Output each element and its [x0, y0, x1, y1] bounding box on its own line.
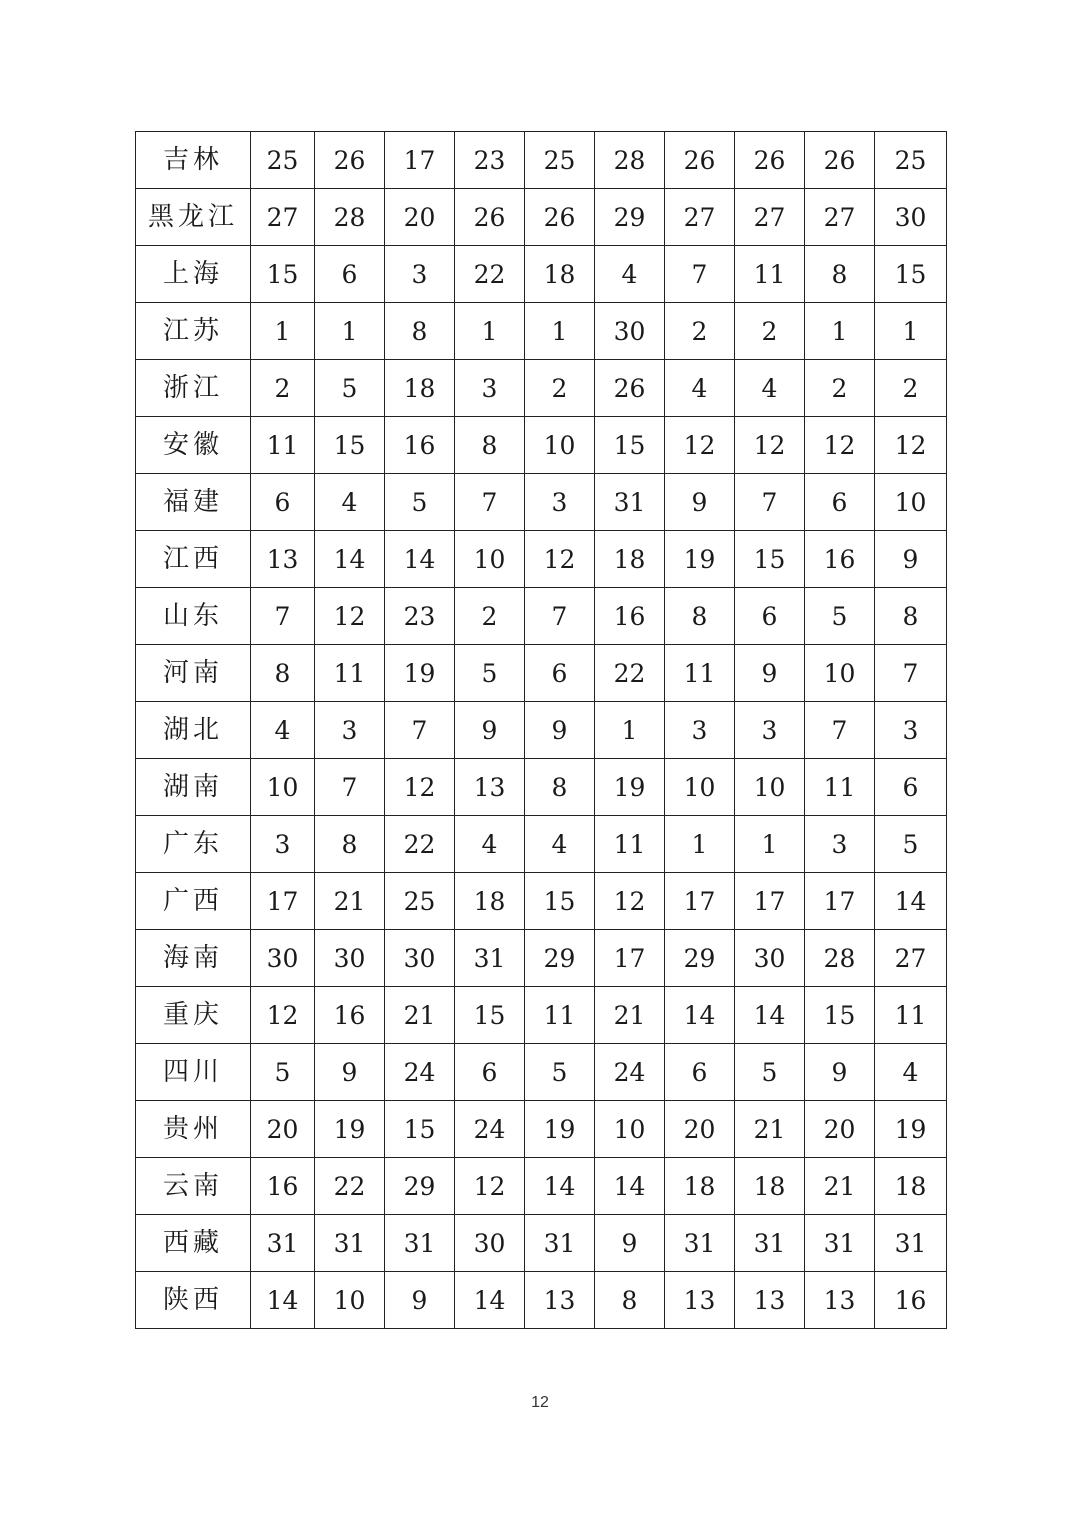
rank-cell: 7 [385, 702, 455, 759]
rank-cell: 12 [385, 759, 455, 816]
rank-cell: 26 [805, 132, 875, 189]
rank-cell: 21 [595, 987, 665, 1044]
rank-cell: 14 [875, 873, 947, 930]
region-cell: 山东 [136, 588, 251, 645]
region-cell: 西藏 [136, 1215, 251, 1272]
region-cell: 黑龙江 [136, 189, 251, 246]
region-cell: 吉林 [136, 132, 251, 189]
rank-cell: 31 [875, 1215, 947, 1272]
rank-cell: 14 [455, 1272, 525, 1329]
table-row [136, 987, 947, 1044]
rank-cell: 9 [805, 1044, 875, 1101]
region-cell: 安徽 [136, 417, 251, 474]
rank-cell: 29 [525, 930, 595, 987]
rank-cell: 18 [665, 1158, 735, 1215]
rank-cell: 1 [315, 303, 385, 360]
rank-cell: 6 [455, 1044, 525, 1101]
rank-cell: 12 [595, 873, 665, 930]
rank-cell: 15 [805, 987, 875, 1044]
rank-cell: 6 [525, 645, 595, 702]
rank-cell: 22 [595, 645, 665, 702]
region-cell: 陕西 [136, 1272, 251, 1329]
rank-cell: 5 [805, 588, 875, 645]
rank-cell: 11 [251, 417, 315, 474]
rank-cell: 11 [735, 246, 805, 303]
rank-cell: 21 [315, 873, 385, 930]
region-cell: 江西 [136, 531, 251, 588]
rank-cell: 16 [595, 588, 665, 645]
table-row [136, 759, 947, 816]
rank-cell: 31 [385, 1215, 455, 1272]
rank-cell: 25 [875, 132, 947, 189]
rank-cell: 3 [525, 474, 595, 531]
rank-cell: 12 [525, 531, 595, 588]
rank-cell: 3 [665, 702, 735, 759]
rank-cell: 15 [315, 417, 385, 474]
rank-cell: 2 [805, 360, 875, 417]
rank-cell: 1 [735, 816, 805, 873]
rank-cell: 29 [385, 1158, 455, 1215]
region-cell: 云南 [136, 1158, 251, 1215]
rank-cell: 8 [805, 246, 875, 303]
rank-cell: 1 [595, 702, 665, 759]
rank-cell: 14 [665, 987, 735, 1044]
region-cell: 广西 [136, 873, 251, 930]
rank-cell: 3 [875, 702, 947, 759]
table-row [136, 588, 947, 645]
rank-cell: 17 [735, 873, 805, 930]
rank-cell: 12 [251, 987, 315, 1044]
rank-cell: 28 [805, 930, 875, 987]
rank-cell: 15 [251, 246, 315, 303]
rank-cell: 24 [595, 1044, 665, 1101]
rank-cell: 17 [385, 132, 455, 189]
rank-cell: 23 [385, 588, 455, 645]
rank-cell: 26 [665, 132, 735, 189]
rank-cell: 7 [805, 702, 875, 759]
rank-cell: 10 [315, 1272, 385, 1329]
rank-cell: 18 [595, 531, 665, 588]
rank-cell: 14 [251, 1272, 315, 1329]
rank-cell: 3 [315, 702, 385, 759]
rank-cell: 23 [455, 132, 525, 189]
rank-cell: 5 [875, 816, 947, 873]
rank-cell: 30 [315, 930, 385, 987]
rank-cell: 12 [665, 417, 735, 474]
rank-cell: 2 [735, 303, 805, 360]
rank-cell: 30 [595, 303, 665, 360]
rank-cell: 3 [735, 702, 805, 759]
rank-cell: 12 [735, 417, 805, 474]
rank-cell: 7 [875, 645, 947, 702]
rank-cell: 17 [805, 873, 875, 930]
rank-cell: 20 [251, 1101, 315, 1158]
rank-cell: 19 [385, 645, 455, 702]
rank-cell: 26 [455, 189, 525, 246]
rank-cell: 31 [665, 1215, 735, 1272]
rank-cell: 16 [875, 1272, 947, 1329]
table-row [136, 132, 947, 189]
rank-cell: 6 [315, 246, 385, 303]
rank-cell: 25 [385, 873, 455, 930]
rank-cell: 24 [455, 1101, 525, 1158]
rank-cell: 19 [665, 531, 735, 588]
table-row [136, 360, 947, 417]
rank-cell: 17 [595, 930, 665, 987]
rank-cell: 17 [665, 873, 735, 930]
table-row [136, 930, 947, 987]
rank-cell: 10 [525, 417, 595, 474]
rank-cell: 18 [455, 873, 525, 930]
rank-cell: 12 [875, 417, 947, 474]
rank-cell: 1 [665, 816, 735, 873]
rank-cell: 8 [875, 588, 947, 645]
region-cell: 湖北 [136, 702, 251, 759]
rank-cell: 30 [875, 189, 947, 246]
table-row [136, 1044, 947, 1101]
table-row [136, 531, 947, 588]
rank-cell: 4 [595, 246, 665, 303]
region-cell: 重庆 [136, 987, 251, 1044]
rank-cell: 11 [315, 645, 385, 702]
rank-cell: 9 [525, 702, 595, 759]
rank-cell: 1 [805, 303, 875, 360]
rank-cell: 18 [875, 1158, 947, 1215]
table-row [136, 1272, 947, 1329]
rank-cell: 5 [525, 1044, 595, 1101]
table-row [136, 246, 947, 303]
rank-cell: 31 [805, 1215, 875, 1272]
rank-cell: 19 [595, 759, 665, 816]
region-cell: 江苏 [136, 303, 251, 360]
region-cell: 四川 [136, 1044, 251, 1101]
region-cell: 河南 [136, 645, 251, 702]
rank-cell: 15 [455, 987, 525, 1044]
page-number: 12 [531, 1394, 549, 1411]
rank-cell: 8 [315, 816, 385, 873]
rank-cell: 19 [315, 1101, 385, 1158]
rank-cell: 2 [875, 360, 947, 417]
rank-cell: 5 [455, 645, 525, 702]
rank-cell: 8 [385, 303, 455, 360]
rank-cell: 18 [525, 246, 595, 303]
rank-cell: 22 [455, 246, 525, 303]
rank-cell: 5 [385, 474, 455, 531]
rank-cell: 30 [735, 930, 805, 987]
rank-cell: 8 [595, 1272, 665, 1329]
rank-cell: 4 [735, 360, 805, 417]
table-row [136, 474, 947, 531]
table-body [136, 132, 947, 1329]
rank-cell: 4 [875, 1044, 947, 1101]
rank-cell: 27 [251, 189, 315, 246]
table-row [136, 873, 947, 930]
rank-cell: 12 [805, 417, 875, 474]
region-cell: 广东 [136, 816, 251, 873]
rank-cell: 1 [875, 303, 947, 360]
rank-cell: 13 [665, 1272, 735, 1329]
rank-cell: 10 [595, 1101, 665, 1158]
rank-cell: 15 [385, 1101, 455, 1158]
region-cell: 湖南 [136, 759, 251, 816]
rank-cell: 2 [455, 588, 525, 645]
rank-cell: 30 [251, 930, 315, 987]
rank-cell: 22 [385, 816, 455, 873]
rank-cell: 20 [805, 1101, 875, 1158]
rank-cell: 14 [385, 531, 455, 588]
rank-cell: 4 [525, 816, 595, 873]
rank-cell: 28 [595, 132, 665, 189]
rank-cell: 20 [385, 189, 455, 246]
rank-cell: 8 [525, 759, 595, 816]
rank-cell: 5 [251, 1044, 315, 1101]
rank-cell: 3 [455, 360, 525, 417]
rank-cell: 15 [875, 246, 947, 303]
rank-cell: 1 [251, 303, 315, 360]
rank-cell: 29 [595, 189, 665, 246]
rank-cell: 21 [805, 1158, 875, 1215]
rank-cell: 31 [455, 930, 525, 987]
rank-cell: 10 [251, 759, 315, 816]
rank-cell: 16 [251, 1158, 315, 1215]
rank-cell: 11 [875, 987, 947, 1044]
rank-cell: 4 [455, 816, 525, 873]
rank-cell: 3 [385, 246, 455, 303]
rank-cell: 9 [315, 1044, 385, 1101]
rank-cell: 9 [665, 474, 735, 531]
rank-cell: 13 [251, 531, 315, 588]
rank-cell: 5 [315, 360, 385, 417]
rank-cell: 31 [315, 1215, 385, 1272]
rank-cell: 4 [251, 702, 315, 759]
region-cell: 海南 [136, 930, 251, 987]
table-row [136, 303, 947, 360]
rank-cell: 7 [665, 246, 735, 303]
rank-cell: 14 [595, 1158, 665, 1215]
rank-cell: 11 [805, 759, 875, 816]
table-row [136, 702, 947, 759]
ranking-table [135, 131, 947, 1329]
rank-cell: 26 [735, 132, 805, 189]
rank-cell: 8 [455, 417, 525, 474]
rank-cell: 14 [735, 987, 805, 1044]
rank-cell: 11 [595, 816, 665, 873]
rank-cell: 9 [455, 702, 525, 759]
rank-cell: 11 [665, 645, 735, 702]
table-row [136, 1101, 947, 1158]
rank-cell: 31 [595, 474, 665, 531]
rank-cell: 31 [735, 1215, 805, 1272]
rank-cell: 25 [525, 132, 595, 189]
rank-cell: 12 [315, 588, 385, 645]
rank-cell: 26 [315, 132, 385, 189]
rank-cell: 10 [735, 759, 805, 816]
rank-cell: 20 [665, 1101, 735, 1158]
rank-cell: 18 [385, 360, 455, 417]
rank-cell: 2 [251, 360, 315, 417]
rank-cell: 21 [385, 987, 455, 1044]
rank-cell: 9 [875, 531, 947, 588]
rank-cell: 17 [251, 873, 315, 930]
region-cell: 浙江 [136, 360, 251, 417]
rank-cell: 2 [525, 360, 595, 417]
rank-cell: 10 [805, 645, 875, 702]
rank-cell: 9 [385, 1272, 455, 1329]
rank-cell: 4 [665, 360, 735, 417]
rank-cell: 13 [805, 1272, 875, 1329]
rank-cell: 25 [251, 132, 315, 189]
rank-cell: 6 [251, 474, 315, 531]
rank-cell: 18 [735, 1158, 805, 1215]
rank-cell: 16 [385, 417, 455, 474]
rank-cell: 8 [665, 588, 735, 645]
rank-cell: 27 [735, 189, 805, 246]
region-cell: 上海 [136, 246, 251, 303]
rank-cell: 13 [455, 759, 525, 816]
rank-cell: 4 [315, 474, 385, 531]
rank-cell: 13 [735, 1272, 805, 1329]
rank-cell: 16 [805, 531, 875, 588]
rank-cell: 7 [455, 474, 525, 531]
rank-cell: 31 [251, 1215, 315, 1272]
rank-cell: 30 [455, 1215, 525, 1272]
table-row [136, 1215, 947, 1272]
rank-cell: 24 [385, 1044, 455, 1101]
rank-cell: 27 [875, 930, 947, 987]
rank-cell: 13 [525, 1272, 595, 1329]
rank-cell: 16 [315, 987, 385, 1044]
rank-cell: 14 [315, 531, 385, 588]
rank-cell: 3 [251, 816, 315, 873]
rank-cell: 14 [525, 1158, 595, 1215]
rank-cell: 15 [595, 417, 665, 474]
rank-cell: 27 [665, 189, 735, 246]
rank-cell: 10 [875, 474, 947, 531]
table-row [136, 645, 947, 702]
rank-cell: 6 [875, 759, 947, 816]
rank-cell: 29 [665, 930, 735, 987]
rank-cell: 7 [525, 588, 595, 645]
rank-cell: 2 [665, 303, 735, 360]
rank-cell: 8 [251, 645, 315, 702]
rank-cell: 15 [735, 531, 805, 588]
table-row [136, 417, 947, 474]
region-cell: 福建 [136, 474, 251, 531]
rank-cell: 26 [525, 189, 595, 246]
rank-cell: 31 [525, 1215, 595, 1272]
rank-cell: 9 [595, 1215, 665, 1272]
table-row [136, 1158, 947, 1215]
rank-cell: 12 [455, 1158, 525, 1215]
rank-cell: 7 [251, 588, 315, 645]
table-row [136, 189, 947, 246]
rank-cell: 19 [875, 1101, 947, 1158]
rank-cell: 15 [525, 873, 595, 930]
rank-cell: 3 [805, 816, 875, 873]
rank-cell: 9 [735, 645, 805, 702]
rank-cell: 30 [385, 930, 455, 987]
rank-cell: 28 [315, 189, 385, 246]
rank-cell: 6 [805, 474, 875, 531]
region-cell: 贵州 [136, 1101, 251, 1158]
rank-cell: 22 [315, 1158, 385, 1215]
rank-cell: 7 [735, 474, 805, 531]
rank-cell: 27 [805, 189, 875, 246]
rank-cell: 5 [735, 1044, 805, 1101]
rank-cell: 26 [595, 360, 665, 417]
table-row [136, 816, 947, 873]
rank-cell: 1 [455, 303, 525, 360]
rank-cell: 10 [455, 531, 525, 588]
rank-cell: 7 [315, 759, 385, 816]
rank-cell: 1 [525, 303, 595, 360]
rank-cell: 10 [665, 759, 735, 816]
rank-cell: 11 [525, 987, 595, 1044]
rank-cell: 6 [665, 1044, 735, 1101]
rank-cell: 6 [735, 588, 805, 645]
rank-cell: 19 [525, 1101, 595, 1158]
rank-cell: 21 [735, 1101, 805, 1158]
